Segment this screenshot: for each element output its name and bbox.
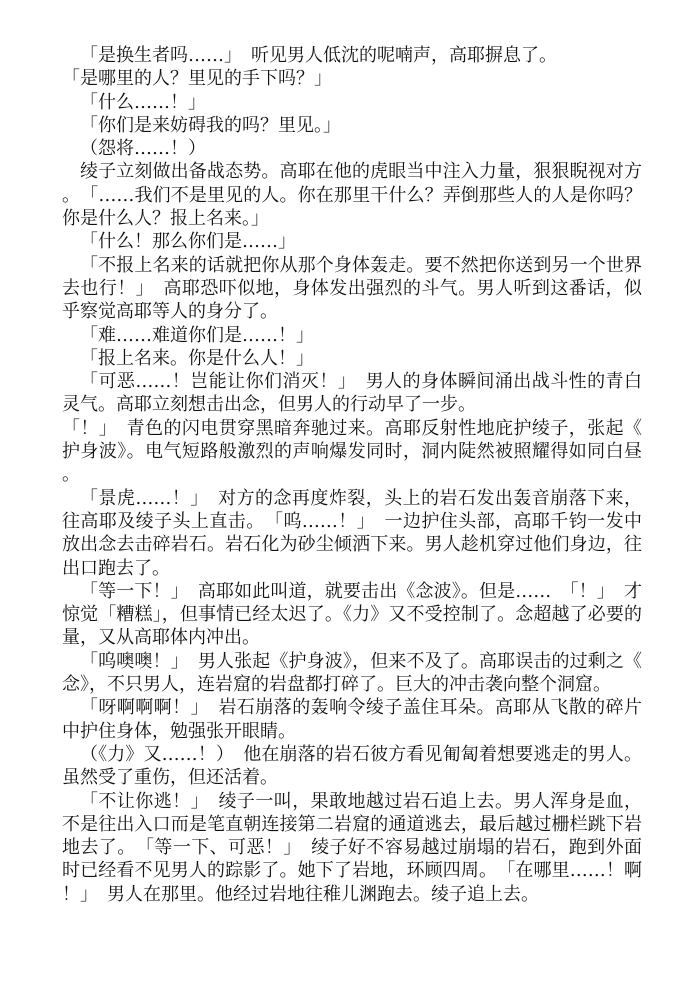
paragraph: 「是哪里的人？里见的手下吗？」 <box>62 68 332 90</box>
paragraph: 「你们是来妨碍我的吗？里见。」 <box>80 114 341 136</box>
paragraph: （《力》又……！） 他在崩落的岩石彼方看见匍匐着想要逃走的男人。虽然受了重伤，但还活着。 <box>62 743 642 789</box>
novel-text-body <box>62 44 642 906</box>
paragraph: 「景虎……！」 对方的念再度炸裂，头上的岩石发出轰音崩落下来，往高耶及绫子头上直击。 「呜……！」 一边护住头部，高耶千钧一发中放出念去击碎岩石。岩石化为砂尘倾洒下来。男人趁机穿过他们身边，往出口跑去了。 <box>62 487 642 579</box>
paragraph: 「呀啊啊啊！」 岩石崩落的轰响令绫子盖住耳朵。高耶从飞散的碎片中护住身体，勉强张开眼睛。 <box>62 697 642 742</box>
paragraph: 「报上名来。你是什么人！」 <box>80 347 314 369</box>
paragraph: 「不让你逃！」 绫子一叫，果敢地越过岩石追上去。男人浑身是血，不是往出入口而是笔直朝连接第二岩窟的通道逃去，最后越过栅栏跳下岩地去了。 「等一下、可恶！」 绫子好不容易越过崩塌的岩石，跑到外面时已经看不见男人的踪影了。她下了岩地，环顾四周。 「在哪里……！啊！」 男人在那里。他经过岩地往稚儿渊跑去。绫子追上去。 <box>62 790 642 905</box>
paragraph: 绫子立刻做出备战态势。高耶在他的虎眼当中注入力量，狠狠睨视对方。 「……我们不是里见的人。你在那里干什么？弄倒那些人的人是你吗？你是什么人？报上名来。」 <box>62 161 642 230</box>
paragraph: 「呜噢噢！」 男人张起《护身波》，但来不及了。高耶误击的过剩之《念》，不只男人，连岩窟的岩盘都打碎了。巨大的冲击袭向整个洞窟。 <box>62 650 642 696</box>
paragraph: 「是换生者吗……」 听见男人低沈的呢喃声，高耶摒息了。 <box>80 45 557 66</box>
paragraph: （怨将……！） <box>80 138 206 160</box>
paragraph: 「难……难道你们是……！」 <box>80 324 314 346</box>
paragraph: 「！」 青色的闪电贯穿黑暗奔驰过来。高耶反射性地庇护绫子，张起《护身波》。电气短路般激烈的声响爆发同时，洞内陡然被照耀得如同白昼。 <box>62 417 642 486</box>
paragraph: 「等一下！」 高耶如此叫道，就要击出《念波》。但是…… 「！」 才惊觉「糟糕」，但事情已经太迟了。《力》又不受控制了。念超越了必要的量，又从高耶体内冲出。 <box>62 580 642 649</box>
paragraph: 「什么！那么你们是……」 <box>80 231 296 253</box>
paragraph: 「什么……！」 <box>80 91 206 113</box>
paragraph: 「不报上名来的话就把你从那个身体轰走。要不然把你送到另一个世界去也行！」 高耶恐吓似地，身体发出强烈的斗气。男人听到这番话，似乎察觉高耶等人的身分了。 <box>62 254 642 323</box>
paragraph: 「可恶……！岂能让你们消灭！」 男人的身体瞬间涌出战斗性的青白灵气。高耶立刻想击出念，但男人的行动早了一步。 <box>62 371 642 416</box>
